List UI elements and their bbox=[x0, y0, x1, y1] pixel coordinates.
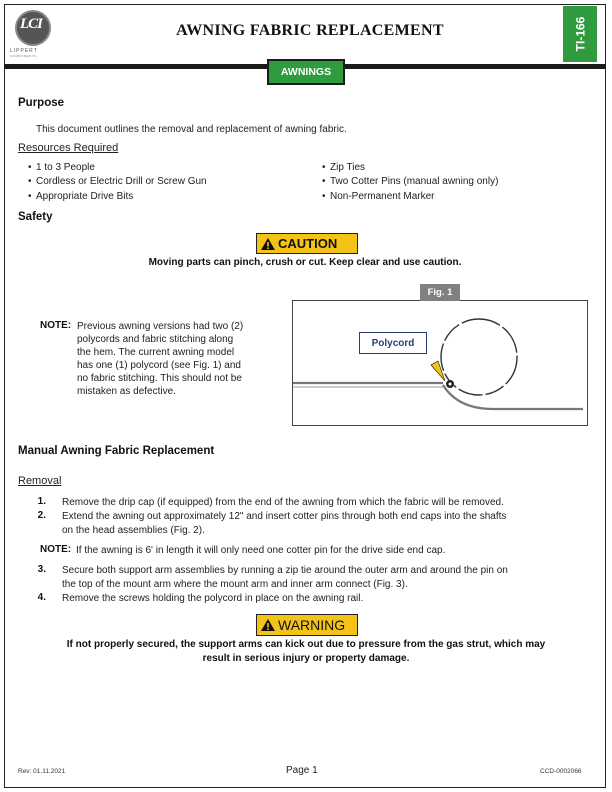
note2-label: NOTE: bbox=[40, 544, 72, 555]
step-number: 3. bbox=[37, 564, 46, 575]
category-badge: AWNINGS bbox=[267, 59, 345, 85]
note-line: the hem. The current awning model bbox=[77, 347, 235, 358]
figure-1-label: Fig. 1 bbox=[420, 284, 460, 301]
polycord-callout: Polycord bbox=[359, 332, 427, 354]
note-line: has one (1) polycord (see Fig. 1) and bbox=[77, 360, 241, 371]
note-line: mistaken as defective. bbox=[77, 386, 176, 397]
logo-subtext-2: COMPONENTS bbox=[10, 54, 37, 58]
step-number: 1. bbox=[37, 496, 46, 507]
step-number: 4. bbox=[37, 592, 46, 603]
removal-heading: Removal bbox=[18, 475, 62, 487]
step-text: Extend the awning out approximately 12" and insert cotter pins through both end caps into the shafts bbox=[62, 511, 507, 522]
note-label: NOTE: bbox=[40, 320, 72, 331]
caution-badge bbox=[256, 233, 358, 254]
resource-item: • Zip Ties bbox=[322, 162, 365, 173]
step-text: Remove the drip cap (if equipped) from the end of the awning from which the fabric will be removed. bbox=[62, 497, 504, 508]
doc-number-wrap bbox=[563, 6, 597, 62]
step-number: 2. bbox=[37, 510, 46, 521]
warning-text-line: If not properly secured, the support arms can kick out due to pressure from the gas strut, which may bbox=[66, 639, 546, 650]
purpose-text: This document outlines the removal and replacement of awning fabric. bbox=[36, 124, 347, 135]
revision-date: Rev: 01.11.2021 bbox=[18, 768, 66, 775]
resource-item: • Non-Permanent Marker bbox=[322, 191, 434, 202]
step-text: the top of the mount arm where the mount arm and inner arm connect (Fig. 3). bbox=[62, 579, 408, 590]
warning-text-line: result in serious injury or property damage. bbox=[202, 653, 410, 664]
warning-label: WARNING bbox=[278, 617, 346, 633]
doc-number: TI-166 bbox=[573, 16, 587, 52]
note2-text: If the awning is 6' in length it will only need one cotter pin for the drive side end cap. bbox=[76, 545, 446, 556]
document-code: CCD-0002066 bbox=[540, 768, 582, 775]
figure-1-frame bbox=[292, 300, 588, 426]
warning-badge bbox=[256, 614, 358, 636]
step-text: on the head assemblies (Fig. 2). bbox=[62, 525, 205, 536]
document-title: AWNING FABRIC REPLACEMENT bbox=[176, 22, 444, 39]
warning-triangle-icon bbox=[260, 237, 276, 251]
caution-text: Moving parts can pinch, crush or cut. Keep clear and use caution. bbox=[148, 257, 462, 268]
purpose-heading: Purpose bbox=[18, 97, 65, 109]
logo-letters: LCI bbox=[20, 16, 43, 32]
resource-item: • Two Cotter Pins (manual awning only) bbox=[322, 176, 498, 187]
step-text: Secure both support arm assemblies by running a zip tie around the outer arm and around the pin on bbox=[62, 565, 508, 576]
safety-heading: Safety bbox=[18, 211, 53, 223]
page-number: Page 1 bbox=[286, 765, 318, 776]
resource-item: • Appropriate Drive Bits bbox=[28, 191, 133, 202]
note-line: no fabric stitching. This should not be bbox=[77, 373, 242, 384]
step-text: Remove the screws holding the polycord in place on the awning rail. bbox=[62, 593, 364, 604]
resource-item: • 1 to 3 People bbox=[28, 162, 95, 173]
note-line: Previous awning versions had two (2) bbox=[77, 321, 244, 332]
awning-roller-diagram bbox=[293, 301, 589, 427]
resources-heading: Resources Required bbox=[18, 142, 119, 154]
caution-label: CAUTION bbox=[278, 236, 338, 251]
manual-heading: Manual Awning Fabric Replacement bbox=[18, 445, 215, 457]
logo-subtext: LIPPERT bbox=[10, 48, 38, 54]
resource-item: • Cordless or Electric Drill or Screw Gun bbox=[28, 176, 207, 187]
lci-logo bbox=[10, 10, 56, 56]
warning-triangle-icon bbox=[260, 618, 276, 632]
note-line: polycords and fabric stitching along bbox=[77, 334, 234, 345]
